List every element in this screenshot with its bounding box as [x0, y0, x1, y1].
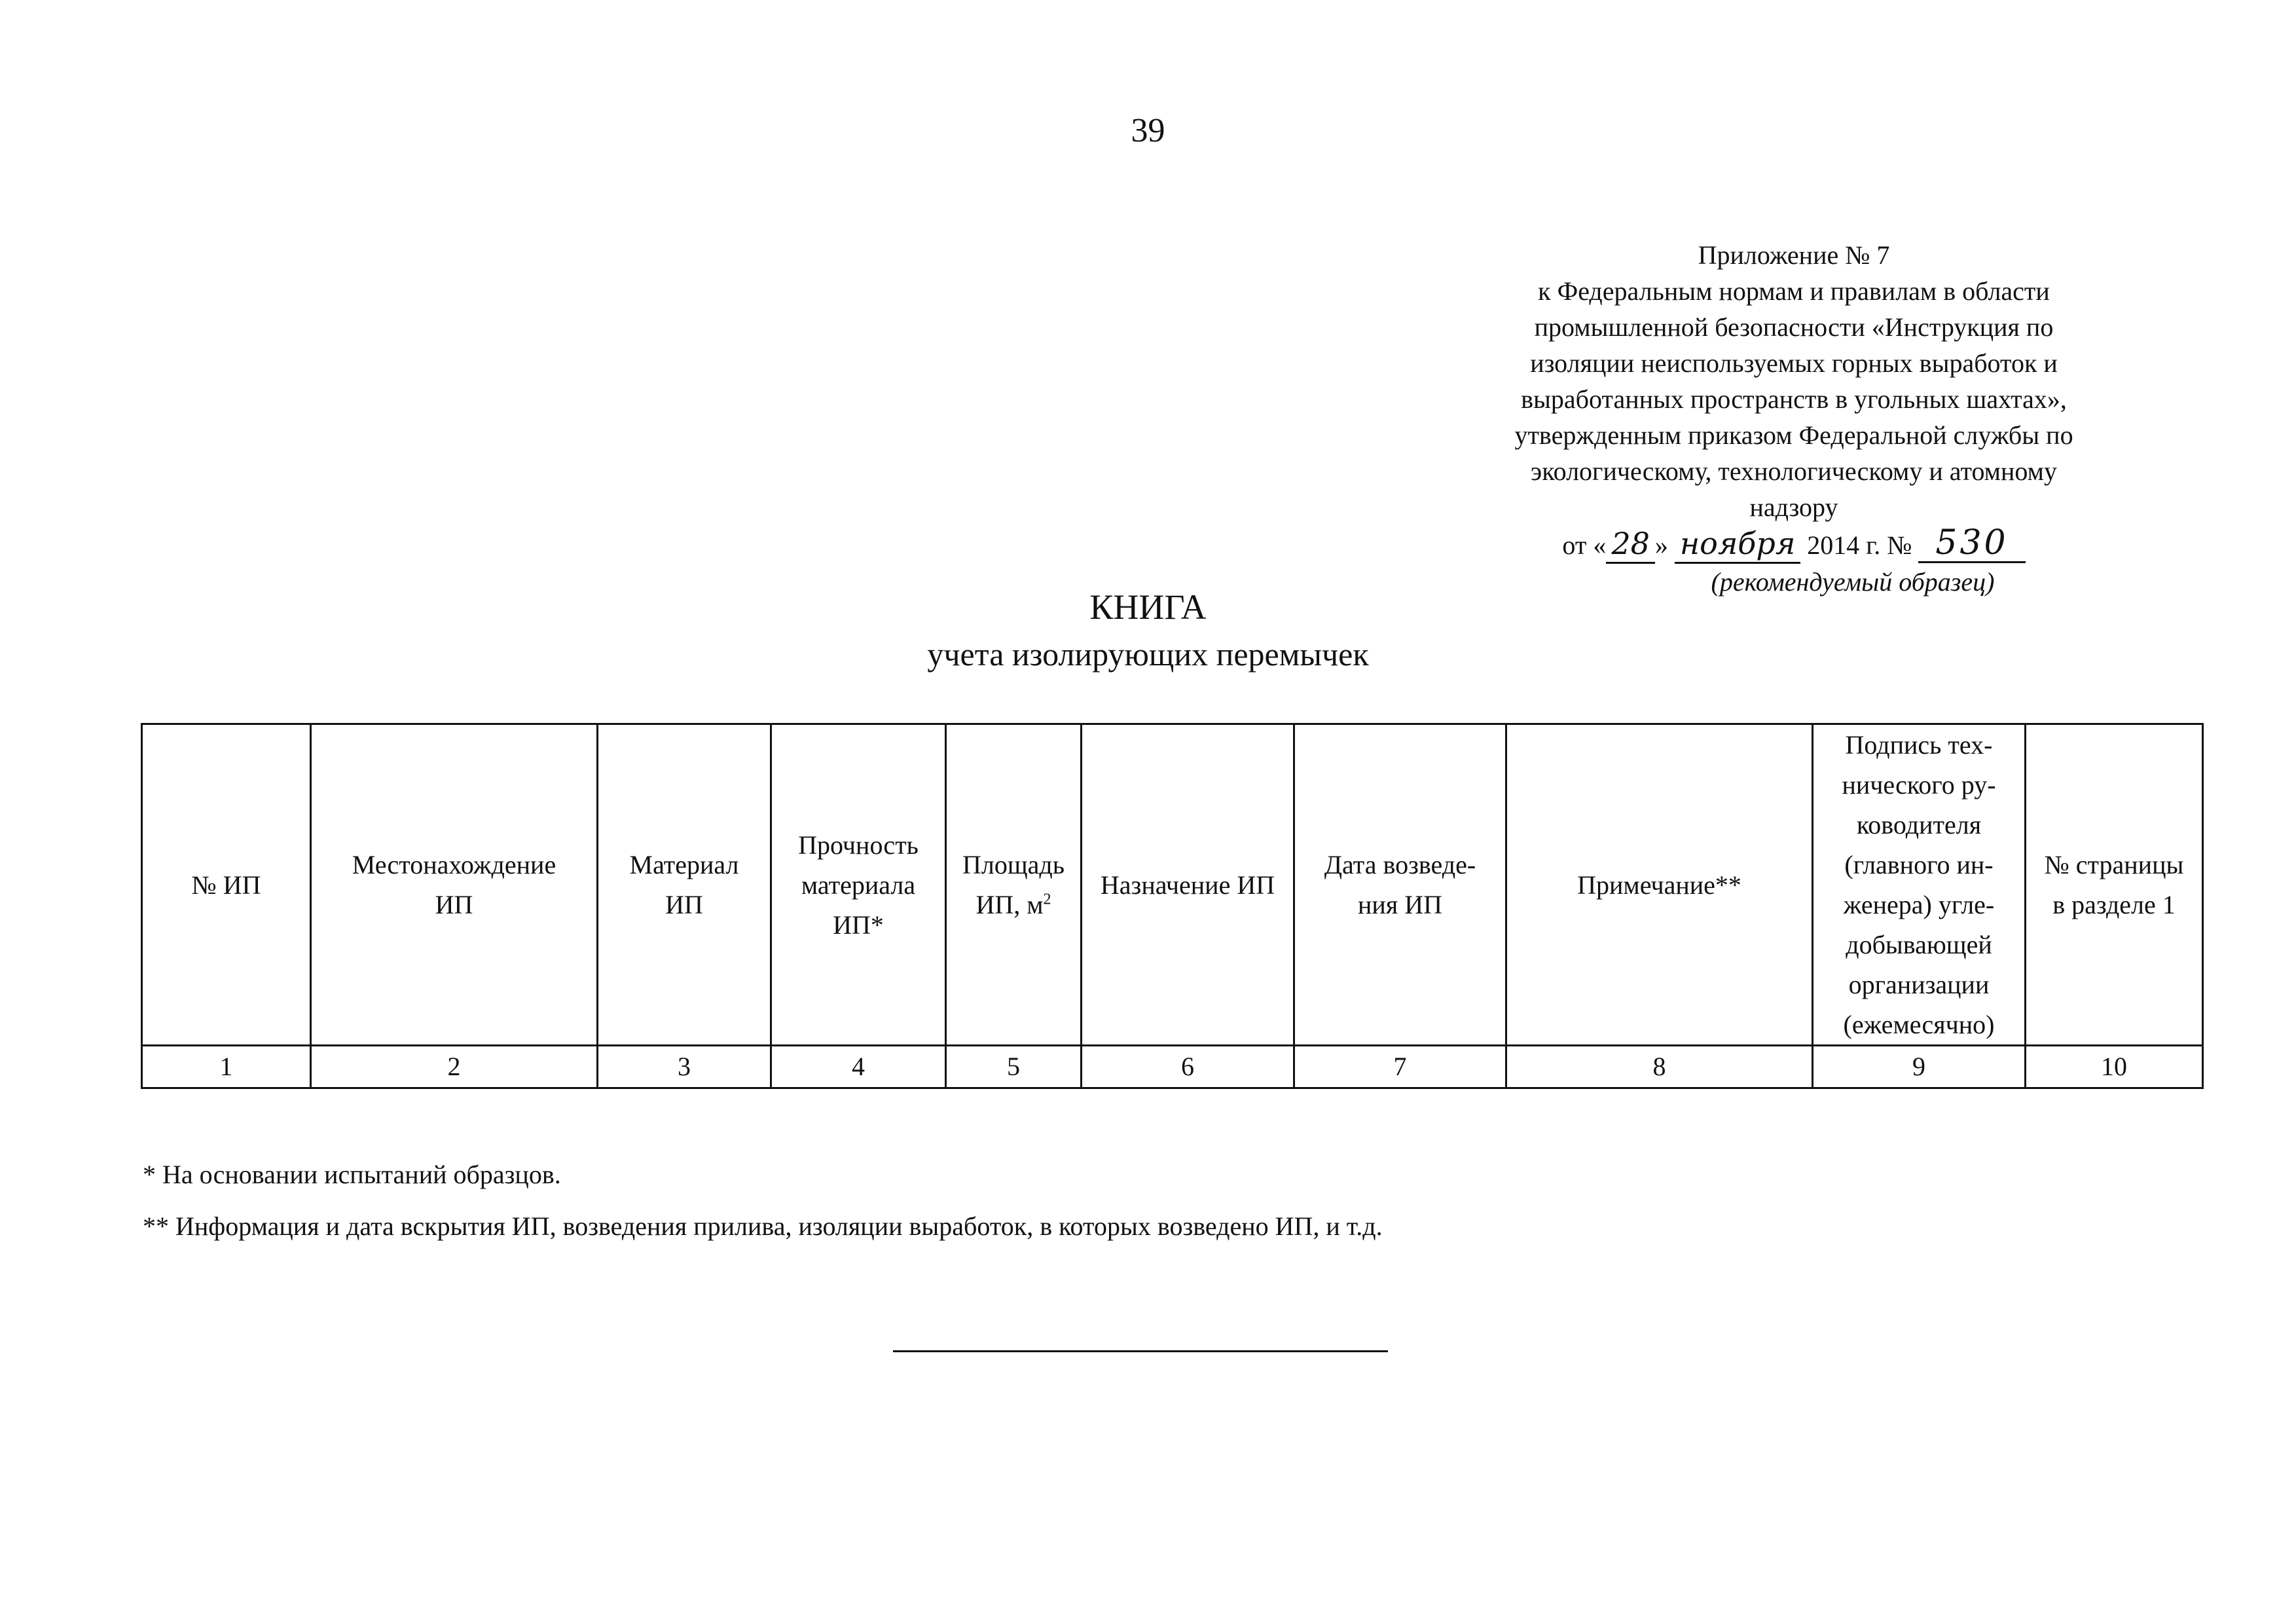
page-number: 39 — [1131, 112, 1165, 149]
sample-note: (рекомендуемый образец) — [1711, 567, 1995, 597]
area-unit-superscript: 2 — [1043, 891, 1051, 908]
column-number: 2 — [311, 1046, 598, 1088]
register-table — [141, 723, 2204, 1089]
header-purpose: Назначение ИП — [1082, 724, 1294, 1046]
appendix-block — [1427, 237, 2160, 600]
approval-date-line — [1427, 525, 2160, 564]
column-number: 8 — [1506, 1046, 1813, 1088]
end-divider — [893, 1350, 1388, 1352]
header-ip-number: № ИП — [142, 724, 311, 1046]
footnote-1: * На основании испытаний образцов. — [143, 1160, 561, 1189]
header-area-label: Площадь ИП, м — [962, 850, 1065, 919]
book-title: КНИГА — [1089, 587, 1207, 627]
header-location: Местонахождение ИП — [311, 724, 598, 1046]
column-number: 10 — [2026, 1046, 2203, 1088]
header-page-number: № страницы в разделе 1 — [2026, 724, 2203, 1046]
date-year: 2014 г. № — [1800, 530, 1919, 560]
column-number: 4 — [771, 1046, 946, 1088]
table-header-row — [142, 724, 2203, 1046]
header-construction-date: Дата возведе- ния ИП — [1294, 724, 1506, 1046]
header-note: Примечание** — [1506, 724, 1813, 1046]
column-number: 3 — [598, 1046, 771, 1088]
column-number: 1 — [142, 1046, 311, 1088]
header-signature: Подпись тех- нического ру- ководителя (главного ин- женера) угле- добывающей организации (ежемесячно) — [1813, 724, 2026, 1046]
appendix-line: к Федеральным нормам и правилам в области — [1538, 276, 2050, 306]
appendix-line: утвержденным приказом Федеральной службы по — [1514, 420, 2073, 450]
appendix-line: экологическому, технологическому и атомному — [1531, 456, 2057, 486]
column-number: 9 — [1813, 1046, 2026, 1088]
handwritten-month: ноября — [1675, 526, 1800, 564]
handwritten-day: 28 — [1606, 526, 1655, 564]
handwritten-order-number: 530 — [1918, 525, 2025, 563]
header-strength: Прочность материала ИП* — [771, 724, 946, 1046]
appendix-line: изоляции неиспользуемых горных выработок и — [1530, 348, 2058, 378]
appendix-line: выработанных пространств в угольных шахтах», — [1521, 384, 2067, 414]
footnote-2: ** Информация и дата вскрытия ИП, возведения прилива, изоляции выработок, в которых возведено ИП, и т.д. — [143, 1211, 1383, 1241]
column-number: 6 — [1082, 1046, 1294, 1088]
header-area — [946, 724, 1082, 1046]
appendix-line: Приложение № 7 — [1698, 240, 1890, 270]
appendix-line: промышленной безопасности «Инструкция по — [1534, 312, 2054, 342]
header-material: Материал ИП — [598, 724, 771, 1046]
column-number: 5 — [946, 1046, 1082, 1088]
column-numbering-row — [142, 1046, 2203, 1088]
date-prefix: от « — [1562, 530, 1607, 560]
column-number: 7 — [1294, 1046, 1506, 1088]
book-subtitle: учета изолирующих перемычек — [927, 636, 1369, 673]
date-mid: » — [1654, 530, 1675, 560]
appendix-line: надзору — [1749, 492, 1838, 522]
